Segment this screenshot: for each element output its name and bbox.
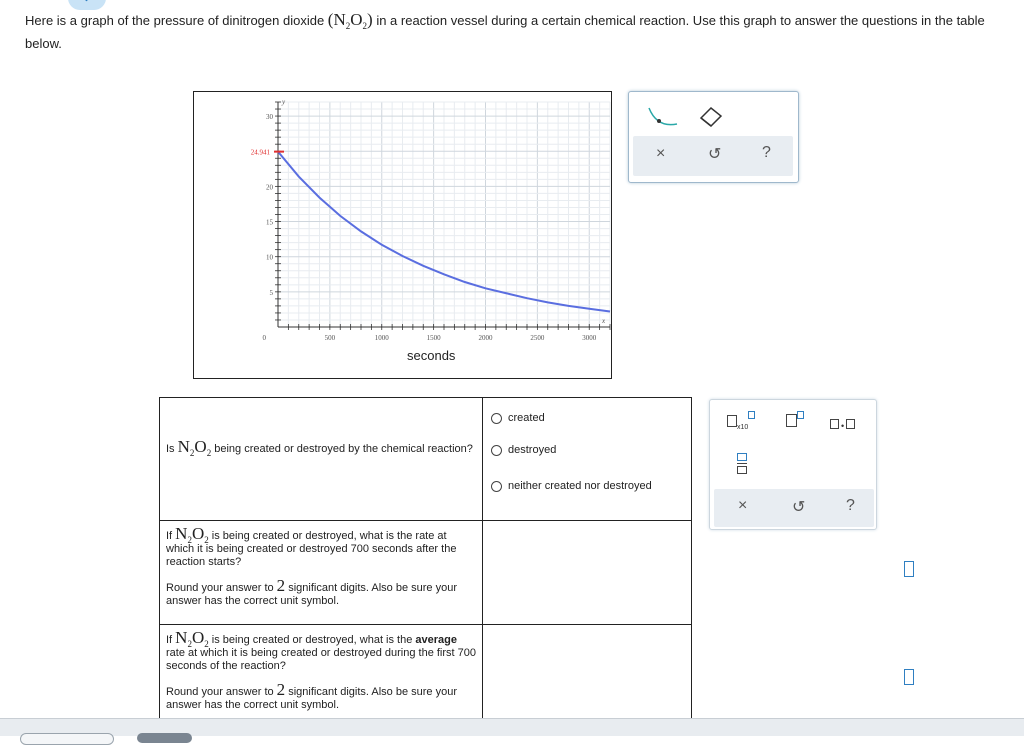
pressure-graph[interactable]: [193, 91, 612, 379]
y-tick-label: 30: [266, 113, 273, 122]
eraser-icon[interactable]: [695, 102, 725, 132]
y-axis-letter: y: [282, 98, 286, 106]
question-cell-2: If $N_2O_2$ is being created or destroyed, what is the rate at which it is being created or destroyed 700 seconds after the reaction starts? Round your answer to 2 significant digits. Also be sure your answer has the correct unit symbol.: [160, 521, 483, 625]
graph-toolbox: [628, 91, 799, 183]
answer-cell-1: [483, 398, 692, 521]
chart-svg: [194, 92, 611, 378]
chevron-down-icon: [79, 0, 95, 1]
radio-circle[interactable]: [491, 481, 502, 492]
initial-value-label: 24.941: [250, 148, 270, 157]
fraction-button[interactable]: [737, 453, 747, 474]
y-tick-label: 20: [266, 183, 273, 192]
scientific-notation-button[interactable]: x10: [727, 414, 755, 432]
question-table: [159, 397, 692, 725]
math-toolbox: [709, 399, 877, 530]
formula-n2o2: $N_2O_2$: [177, 437, 212, 458]
undo-icon[interactable]: ↺: [792, 499, 806, 516]
answer-cell-2: [483, 521, 692, 625]
intro-text: Here is a graph of the pressure of dinitrogen dioxide $(N_2O_2)$ in a reaction vessel during a certain chemical reaction. Use this graph to answer the questions in the table below.: [25, 10, 985, 51]
x-tick-label: 500: [324, 334, 336, 342]
close-icon[interactable]: ×: [656, 145, 666, 162]
answer-input-rate[interactable]: [904, 561, 914, 577]
graph-tool-bar: [633, 136, 793, 176]
y-tick-label: 5: [269, 288, 273, 297]
undo-icon[interactable]: ↺: [708, 146, 722, 163]
y-tick-label: 15: [266, 218, 273, 227]
x-tick-label: 2500: [530, 334, 545, 342]
answer-input-average-rate[interactable]: [904, 669, 914, 685]
answer-cell-3: [483, 625, 692, 725]
multiply-dot-button[interactable]: •: [830, 416, 855, 434]
y-tick-label: 10: [266, 253, 273, 262]
x-axis-label: seconds: [407, 348, 456, 363]
bottom-nav-bar: [0, 718, 1024, 736]
math-tool-bar: [714, 489, 874, 527]
y-tick-label: 0: [262, 334, 266, 342]
superscript-button[interactable]: [786, 414, 804, 432]
help-icon[interactable]: ?: [762, 144, 771, 161]
x-tick-label: 2000: [478, 334, 493, 342]
question-cell-3: If $N_2O_2$ is being created or destroyed, what is the average rate at which it is being created or destroyed during the first 700 seconds of the reaction? Round your answer to 2 significant digits. Also be sure your answer has the correct unit symbol.: [160, 625, 483, 725]
radio-circle[interactable]: [491, 413, 502, 424]
x-tick-label: 1500: [426, 334, 441, 342]
formula-n2o2: $N_2O_2$: [175, 628, 209, 649]
formula-n2o2: $N_2O_2$: [175, 524, 209, 545]
close-icon[interactable]: ×: [738, 497, 748, 514]
option-neither[interactable]: neither created nor destroyed: [491, 480, 691, 492]
x-tick-label: 3000: [582, 334, 597, 342]
curve-tool-icon[interactable]: [641, 102, 701, 132]
formula-n2o2: $(N_2O_2)$: [327, 10, 373, 31]
option-created[interactable]: created: [491, 412, 691, 424]
x-tick-label: 1000: [374, 334, 389, 342]
question-cell-1: Is $N_2O_2$ being created or destroyed by the chemical reaction?: [160, 398, 483, 521]
help-icon[interactable]: ?: [846, 497, 855, 514]
x-axis-letter: x: [602, 317, 606, 325]
radio-circle[interactable]: [491, 445, 502, 456]
option-destroyed[interactable]: destroyed: [491, 444, 691, 456]
